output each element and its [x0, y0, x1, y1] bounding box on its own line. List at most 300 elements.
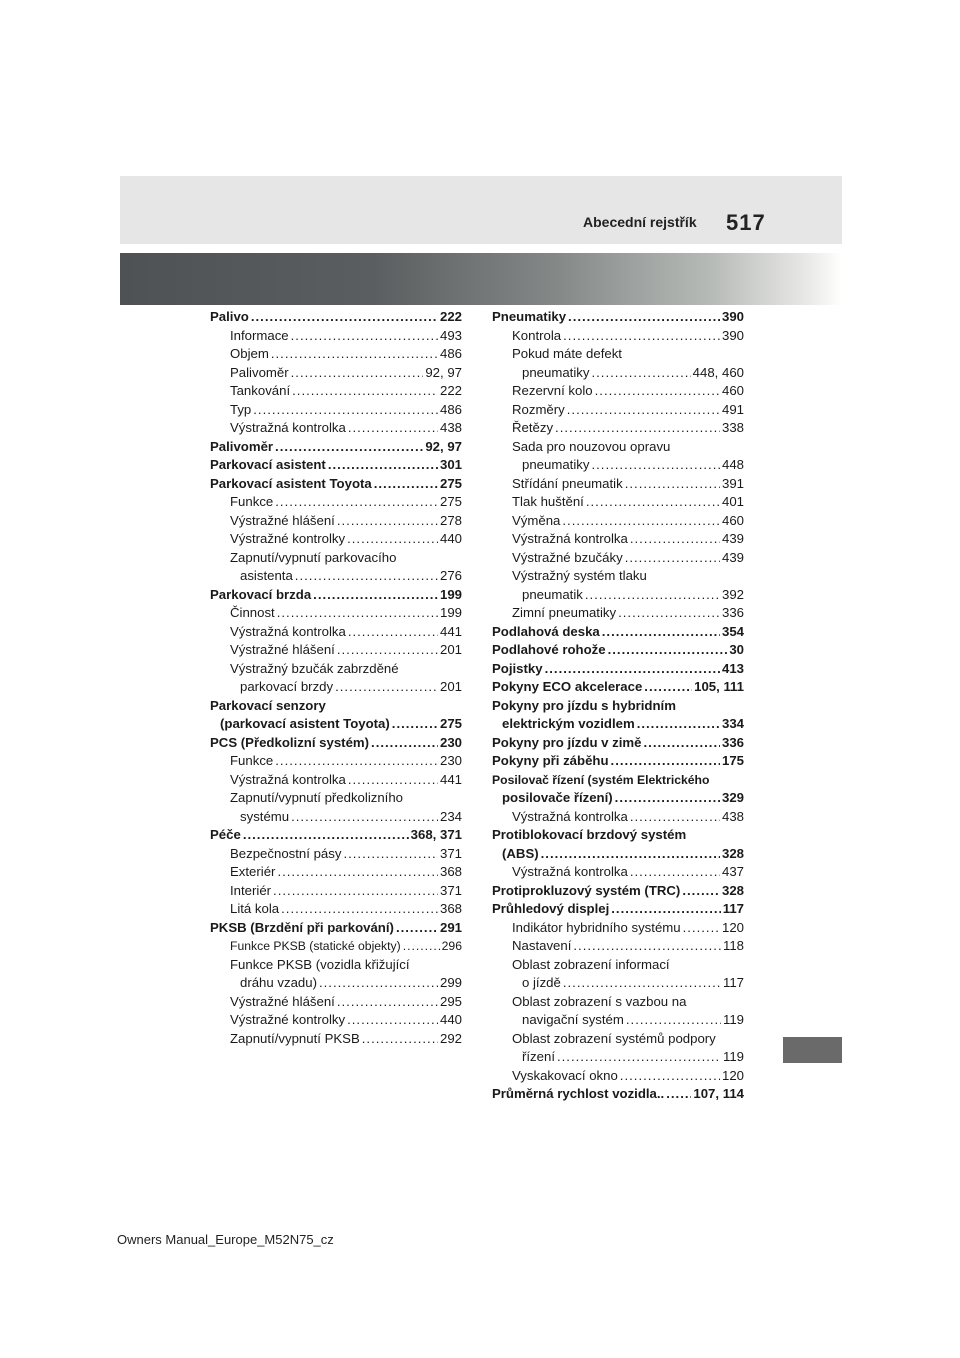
index-entry [492, 382, 744, 401]
dot-leader [683, 919, 720, 938]
dot-leader [392, 715, 438, 734]
index-entry-label: Průhledový displej [492, 901, 610, 916]
index-entry-label: Pojistky [492, 660, 543, 676]
index-entry-page: 107, 114 [693, 1086, 744, 1101]
index-entry-label: Pokyny pro jízdu s hybridním [492, 697, 676, 713]
index-entry-page: 118 [722, 938, 744, 953]
dot-leader [591, 456, 720, 475]
index-entry [492, 697, 744, 716]
index-entry-label: Kontrola [512, 327, 562, 343]
index-entry [492, 734, 744, 753]
index-entry-label: Péče [210, 827, 241, 842]
index-entry-label: Nastavení [512, 938, 572, 953]
index-entry-label: (ABS) [502, 845, 539, 861]
dot-leader [611, 900, 720, 919]
index-entry-page: 460 [721, 512, 744, 528]
index-entry-page: 295 [439, 993, 462, 1009]
index-entry-label: (parkovací asistent Toyota) [220, 716, 390, 731]
index-entry-page: 448, 460 [692, 364, 744, 380]
index-entry-label: Pokyny pro jízdu v zimě [492, 734, 642, 750]
index-entry-page: 439 [721, 549, 744, 565]
index-entry-page: 336 [721, 734, 744, 750]
index-entry [210, 1011, 462, 1030]
index-entry [492, 345, 744, 364]
index-entry-page: 119 [722, 1012, 744, 1027]
index-entry-page: 368 [439, 901, 462, 916]
index-entry [492, 623, 744, 642]
dot-leader [275, 752, 438, 771]
dot-leader [611, 752, 720, 771]
thumb-index-tab[interactable] [783, 1037, 842, 1063]
dot-leader [291, 364, 424, 383]
dot-leader [620, 1067, 720, 1086]
index-entry-label: o jízdě [522, 975, 561, 990]
dot-leader [591, 364, 690, 383]
index-column-right [492, 308, 744, 1104]
index-entry-label: systému [240, 808, 290, 824]
dot-leader [371, 734, 438, 753]
dot-leader [273, 882, 438, 901]
index-entry-page: 201 [439, 679, 462, 694]
index-entry-page: 441 [439, 623, 462, 639]
index-entry [492, 1067, 744, 1086]
index-entry [492, 641, 744, 660]
dot-leader [666, 1085, 691, 1104]
index-entry-label: Bezpečnostní pásy [230, 845, 342, 861]
dot-leader [251, 308, 438, 327]
index-entry-label: Výstražné kontrolky [230, 1012, 346, 1027]
index-entry [210, 900, 462, 919]
index-entry-page: 275 [439, 716, 462, 731]
index-entry-page: 230 [439, 734, 462, 750]
index-entry-label: pneumatiky [522, 457, 590, 472]
dot-leader [555, 419, 720, 438]
index-entry [492, 419, 744, 438]
dot-leader [271, 345, 438, 364]
dot-leader [243, 826, 409, 845]
page-number: 517 [726, 210, 766, 235]
index-entry-page: 391 [721, 475, 744, 491]
dot-leader [348, 771, 438, 790]
dot-leader [585, 586, 720, 605]
index-entry [210, 327, 462, 346]
index-entry-page: 120 [721, 919, 744, 935]
index-entry-label: Typ [230, 401, 252, 417]
index-entry-label: Funkce PKSB (statické objekty) [230, 939, 401, 953]
index-entry-label: Parkovací brzda [210, 586, 312, 602]
index-entry-label: PKSB (Brzdění při parkování) [210, 919, 394, 935]
index-entry [210, 1030, 462, 1049]
index-entry-label: Pokyny při záběhu [492, 753, 609, 768]
dot-leader [396, 919, 438, 938]
index-entry-label: Výstražné kontrolky [230, 531, 346, 546]
dot-leader [337, 512, 438, 531]
index-entry-label: řízení [522, 1049, 555, 1064]
index-entry-page: 296 [441, 939, 462, 953]
index-entry-page: 278 [439, 512, 462, 528]
index-entry [492, 1048, 744, 1067]
index-entry-label: Funkce PKSB (vozidla křižující [230, 956, 410, 972]
index-entry [492, 752, 744, 771]
index-entry-page: 222 [439, 383, 462, 398]
index-entry-page: 390 [721, 309, 744, 324]
index-entry [210, 808, 462, 827]
index-entry-label: Funkce [230, 494, 274, 509]
index-entry-label: Protiblokovací brzdový systém [492, 827, 687, 842]
index-entry-label: elektrickým vozidlem [502, 716, 635, 731]
index-entry-label: Výstražná kontrolka [230, 771, 346, 787]
index-entry-label: Výstražná kontrolka [512, 808, 628, 824]
index-entry [492, 715, 744, 734]
index-entry-label: Výstražné hlášení [230, 993, 335, 1009]
index-entry-label: asistenta [240, 568, 293, 583]
dot-leader [608, 641, 728, 660]
dot-leader [630, 863, 720, 882]
index-entry-page: 230 [439, 753, 462, 768]
index-entry-label: Zapnutí/vypnutí PKSB [230, 1030, 360, 1046]
index-entry-page: 438 [721, 808, 744, 824]
index-entry-label: Rezervní kolo [512, 383, 593, 398]
dot-leader [567, 401, 720, 420]
index-entry-page: 222 [439, 309, 462, 324]
index-entry-page: 334 [721, 716, 744, 731]
dot-leader [292, 382, 438, 401]
index-entry [492, 789, 744, 808]
dot-leader [275, 438, 423, 457]
index-entry [492, 808, 744, 827]
index-entry [210, 919, 462, 938]
index-entry-label: Tankování [230, 383, 291, 398]
index-entry [210, 937, 462, 956]
index-entry-label: Výstražné hlášení [230, 642, 335, 657]
index-entry-label: Výstražné hlášení [230, 512, 335, 528]
index-entry-page: 328 [721, 882, 744, 898]
index-entry [210, 604, 462, 623]
index-entry-label: posilovače řízení) [502, 790, 613, 805]
index-entry-label: Exteriér [230, 864, 276, 879]
index-entry [210, 530, 462, 549]
index-entry-page: 275 [439, 475, 462, 491]
index-entry [210, 734, 462, 753]
index-entry-label: Sada pro nouzovou opravu [512, 438, 671, 454]
index-entry-label: Výstražný bzučák zabrzděné [230, 660, 399, 676]
dot-leader [630, 530, 720, 549]
dot-leader [586, 493, 720, 512]
dot-leader [625, 549, 720, 568]
index-entry [210, 382, 462, 401]
index-entry-page: 437 [721, 864, 744, 879]
index-entry-page: 440 [439, 531, 462, 546]
dot-leader [277, 604, 438, 623]
index-entry-label: Interiér [230, 882, 272, 898]
dot-leader [573, 937, 721, 956]
section-gradient-bar [120, 253, 842, 305]
index-entry-page: 401 [721, 494, 744, 509]
index-entry [210, 974, 462, 993]
index-entry-page: 199 [439, 605, 462, 620]
dot-leader [625, 475, 720, 494]
index-entry-page: 301 [439, 457, 462, 472]
index-entry-page: 448 [721, 457, 744, 472]
dot-leader [295, 567, 438, 586]
index-entry [492, 512, 744, 531]
dot-leader [562, 512, 720, 531]
index-entry-label: Výstražná kontrolka [512, 864, 628, 879]
index-entry [492, 863, 744, 882]
index-entry-label: Oblast zobrazení s vazbou na [512, 993, 687, 1009]
index-entry-label: Parkovací asistent Toyota [210, 475, 372, 491]
dot-leader [602, 623, 720, 642]
dot-leader [343, 845, 438, 864]
index-entry-page: 371 [439, 882, 462, 898]
index-entry [492, 567, 744, 586]
index-entry [210, 845, 462, 864]
index-entry [210, 956, 462, 975]
index-entry [492, 475, 744, 494]
index-entry-page: 440 [439, 1012, 462, 1027]
index-entry-page: 368 [439, 864, 462, 879]
dot-leader [630, 808, 720, 827]
dot-leader [563, 974, 721, 993]
index-entry-page: 486 [439, 401, 462, 417]
index-entry [210, 882, 462, 901]
index-entry-label: Pokud máte defekt [512, 346, 622, 361]
index-entry-label: Rozměry [512, 401, 565, 417]
index-entry-label: Výstražný systém tlaku [512, 568, 647, 583]
dot-leader [362, 1030, 438, 1049]
index-column-left [210, 308, 462, 1048]
dot-leader [541, 845, 720, 864]
index-entry-page: 354 [721, 623, 744, 639]
index-entry [210, 308, 462, 327]
index-entry-label: Pokyny ECO akcelerace [492, 679, 643, 694]
index-entry-label: Parkovací asistent [210, 457, 326, 472]
index-entry [492, 438, 744, 457]
index-entry [492, 882, 744, 901]
index-entry-page: 276 [439, 568, 462, 583]
index-entry [492, 919, 744, 938]
index-entry-label: Indikátor hybridního systému [512, 919, 681, 935]
index-entry-page: 368, 371 [410, 827, 462, 842]
index-entry-label: Protiprokluzový systém (TRC) [492, 882, 681, 898]
dot-leader [595, 382, 720, 401]
index-entry [210, 678, 462, 697]
section-title: Abecední rejstřík [583, 214, 697, 230]
dot-leader [319, 974, 438, 993]
index-entry-label: Výstražná kontrolka [230, 623, 346, 639]
index-entry [492, 937, 744, 956]
index-entry-label: Podlahové rohože [492, 642, 606, 657]
index-entry-label: Parkovací senzory [210, 697, 326, 713]
index-entry [210, 549, 462, 568]
index-entry [492, 1085, 744, 1104]
footer-text: Owners Manual_Europe_M52N75_cz [117, 1232, 334, 1247]
index-entry [492, 993, 744, 1012]
index-entry-page: 329 [721, 790, 744, 805]
index-entry-page: 292 [439, 1030, 462, 1046]
index-entry-label: Palivoměr [210, 438, 274, 454]
index-entry-label: Výstražná kontrolka [230, 420, 346, 435]
index-entry [492, 678, 744, 697]
index-entry [492, 1030, 744, 1049]
index-entry [492, 530, 744, 549]
index-entry-label: Posilovač řízení (systém Elektrického [492, 772, 710, 787]
index-entry-label: Oblast zobrazení informací [512, 956, 670, 972]
dot-leader [277, 863, 438, 882]
index-entry-page: 336 [721, 605, 744, 620]
index-entry [492, 327, 744, 346]
index-entry [492, 660, 744, 679]
index-entry-page: 92, 97 [425, 364, 462, 380]
index-entry-page: 413 [721, 660, 744, 676]
dot-leader [637, 715, 720, 734]
dot-leader [337, 993, 438, 1012]
index-entry-label: Zimní pneumatiky [512, 605, 617, 620]
index-entry-page: 119 [722, 1049, 744, 1064]
index-entry [210, 475, 462, 494]
index-entry-page: 460 [721, 383, 744, 398]
dot-leader [348, 419, 438, 438]
index-entry [492, 1011, 744, 1030]
index-entry-page: 439 [721, 531, 744, 546]
dot-leader [348, 623, 438, 642]
dot-leader [335, 678, 438, 697]
index-entry [492, 549, 744, 568]
index-entry [492, 401, 744, 420]
index-entry-page: 392 [721, 586, 744, 602]
index-entry [210, 567, 462, 586]
dot-leader [291, 327, 438, 346]
dot-leader [626, 1011, 721, 1030]
index-entry-page: 275 [439, 494, 462, 509]
dot-leader [403, 937, 440, 956]
index-entry-label: pneumatiky [522, 364, 590, 380]
dot-leader [313, 586, 438, 605]
index-entry-page: 234 [439, 808, 462, 824]
index-entry-label: navigační systém [522, 1012, 624, 1027]
index-entry [210, 641, 462, 660]
dot-leader [682, 882, 720, 901]
dot-leader [374, 475, 438, 494]
index-entry-page: 371 [439, 845, 462, 861]
index-entry-page: 105, 111 [694, 679, 744, 694]
index-entry [492, 308, 744, 327]
index-entry [210, 364, 462, 383]
index-entry-label: Palivo [210, 309, 249, 324]
index-entry-label: Oblast zobrazení systémů podpory [512, 1030, 716, 1046]
dot-leader [347, 1011, 438, 1030]
index-entry [210, 623, 462, 642]
index-entry [492, 771, 744, 790]
index-entry-label: Průměrná rychlost vozidla.. [492, 1086, 665, 1101]
index-entry-page: 92, 97 [425, 438, 462, 454]
dot-leader [644, 678, 692, 697]
index-entry-page: 30 [729, 642, 744, 657]
index-entry-label: Výměna [512, 512, 561, 528]
index-entry-label: Informace [230, 327, 289, 343]
index-entry-label: dráhu vzadu) [240, 975, 317, 990]
index-entry-page: 201 [439, 642, 462, 657]
index-entry [492, 900, 744, 919]
index-entry-page: 117 [722, 901, 744, 916]
index-entry-page: 175 [721, 753, 744, 768]
index-entry [210, 993, 462, 1012]
dot-leader [563, 327, 720, 346]
dot-leader [253, 401, 438, 420]
index-entry [210, 419, 462, 438]
index-entry-page: 299 [439, 975, 462, 990]
index-entry-label: Pneumatiky [492, 309, 567, 324]
index-entry-label: Vyskakovací okno [512, 1067, 618, 1083]
index-entry-label: Objem [230, 346, 269, 361]
dot-leader [545, 660, 720, 679]
index-entry [210, 863, 462, 882]
index-entry-label: Litá kola [230, 901, 280, 916]
index-entry-label: PCS (Předkolizní systém) [210, 734, 370, 750]
dot-leader [615, 789, 720, 808]
index-entry-label: Výstražné bzučáky [512, 549, 623, 565]
index-entry-label: pneumatik [522, 586, 583, 602]
dot-leader [328, 456, 438, 475]
index-entry [492, 456, 744, 475]
index-entry [210, 438, 462, 457]
index-entry-label: Výstražná kontrolka [512, 531, 628, 546]
index-entry-label: parkovací brzdy [240, 679, 334, 694]
index-entry [492, 586, 744, 605]
index-entry [210, 401, 462, 420]
index-entry [210, 660, 462, 679]
dot-leader [618, 604, 720, 623]
index-entry-page: 441 [439, 771, 462, 787]
index-entry-page: 493 [439, 327, 462, 343]
index-entry-page: 438 [439, 420, 462, 435]
dot-leader [644, 734, 720, 753]
index-entry [492, 493, 744, 512]
dot-leader [347, 530, 438, 549]
index-entry [210, 512, 462, 531]
dot-leader [275, 493, 438, 512]
index-entry-label: Střídání pneumatik [512, 475, 623, 491]
index-entry-label: Funkce [230, 753, 274, 768]
dot-leader [291, 808, 438, 827]
index-entry-page: 390 [721, 327, 744, 343]
index-entry [492, 604, 744, 623]
index-entry [210, 493, 462, 512]
index-entry [210, 715, 462, 734]
index-entry [210, 789, 462, 808]
index-entry-page: 291 [439, 919, 462, 935]
index-entry-label: Tlak huštění [512, 494, 584, 509]
index-entry-page: 486 [439, 346, 462, 361]
dot-leader [337, 641, 438, 660]
index-entry [210, 697, 462, 716]
index-entry-label: Zapnutí/vypnutí parkovacího [230, 549, 397, 565]
index-entry [210, 456, 462, 475]
index-entry [492, 845, 744, 864]
index-entry-label: Činnost [230, 605, 275, 620]
index-entry [210, 586, 462, 605]
index-entry-page: 328 [721, 845, 744, 861]
dot-leader [568, 308, 720, 327]
index-entry [210, 771, 462, 790]
dot-leader [281, 900, 438, 919]
index-entry [492, 956, 744, 975]
index-entry-page: 338 [721, 420, 744, 435]
index-entry [492, 974, 744, 993]
index-entry [210, 345, 462, 364]
index-entry [210, 826, 462, 845]
index-entry [492, 826, 744, 845]
